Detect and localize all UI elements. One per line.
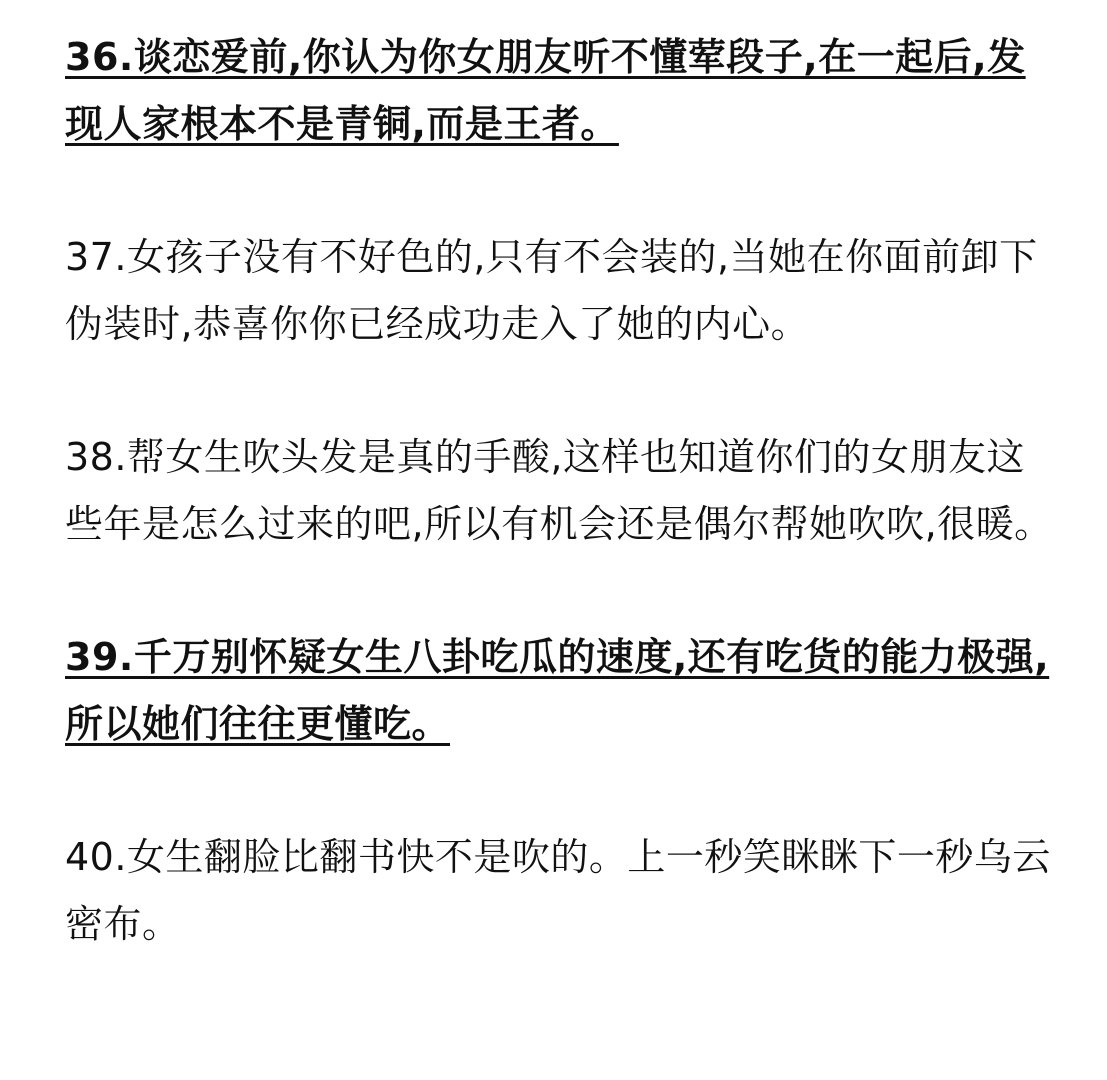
paragraph-39-text: 39.千万别怀疑女生八卦吃瓜的速度,还有吃货的能力极强,所以她们往往更懂吃。 [65,635,1050,746]
article-body [65,24,1055,958]
paragraph-38: 38.帮女生吹头发是真的手酸,这样也知道你们的女朋友这些年是怎么过来的吧,所以有机会还是偶尔帮她吹吹,很暖。 [65,435,1053,546]
paragraph-40: 40.女生翻脸比翻书快不是吹的。上一秒笑眯眯下一秒乌云密布。 [65,835,1051,946]
paragraph-37: 37.女孩子没有不好色的,只有不会装的,当她在你面前卸下伪装时,恭喜你你已经成功走入了她的内心。 [65,235,1038,346]
paragraph-36 [65,24,1055,158]
paragraph-39 [65,624,1055,758]
paragraph-36-text: 36.谈恋爱前,你认为你女朋友听不懂荤段子,在一起后,发现人家根本不是青铜,而是王者。 [65,35,1026,146]
